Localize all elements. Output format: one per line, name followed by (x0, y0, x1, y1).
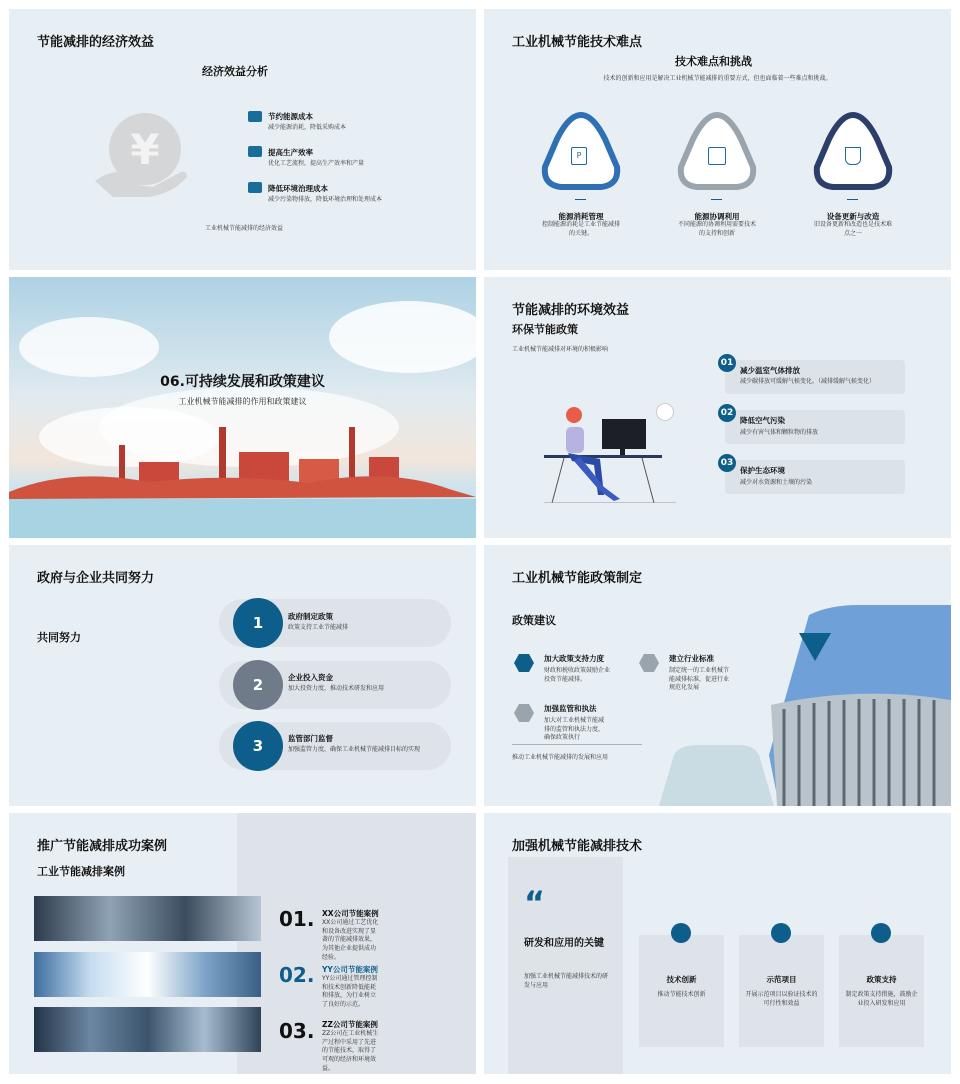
item-desc: 财政和税收政策鼓励企业投资节能减排。 (544, 667, 611, 683)
document-icon: P (571, 147, 587, 165)
item-number: 02 (718, 404, 736, 422)
step-label: 政府制定政策 (288, 612, 333, 621)
item-desc: 减少能源消耗，降低采购成本 (268, 124, 347, 131)
feature-desc: 推动节能技术创新 (657, 991, 706, 998)
item-label: 保护生态环境 (740, 466, 785, 475)
step-label: 企业投入资金 (288, 673, 333, 682)
item-desc: 减少碳排放可缓解气候变化。（减排缓解气候变化） (740, 378, 876, 385)
item-label: 降低空气污染 (740, 416, 785, 425)
feature-label: 技术创新 (666, 975, 697, 984)
item-label: 建立行业标准 (669, 654, 714, 663)
item-number: 01 (718, 354, 736, 372)
item-label: 加强监管和执法 (544, 704, 597, 713)
slide-title: 加强机械节能减排技术 (512, 839, 643, 854)
item-desc: 优化工艺流程，提高生产效率和产量 (268, 160, 365, 167)
item-label: 加大政策支持力度 (544, 654, 604, 663)
item-label: 能源协调利用 (694, 212, 740, 221)
feature-label: 政策支持 (866, 975, 897, 984)
divider (575, 199, 586, 200)
sitemap-icon (708, 147, 726, 165)
document-icon (671, 923, 691, 943)
item-label: 能源消耗管理 (558, 212, 604, 221)
item-number: 03 (718, 454, 736, 472)
slide-subtitle: 工业节能减排案例 (37, 865, 125, 878)
clock-icon (656, 403, 674, 421)
step-label: 监管部门监督 (288, 734, 333, 743)
step-number: 2 (233, 660, 283, 710)
difficulty-card (541, 111, 621, 191)
case-number: 02. (279, 963, 315, 987)
difficulty-card (813, 111, 893, 191)
case-number: 01. (279, 907, 315, 931)
slide-title: 工业机械节能政策制定 (512, 571, 643, 586)
divider (847, 199, 858, 200)
slide-subtitle: 政策建议 (512, 614, 556, 627)
slide-subtitle: 经济效益分析 (202, 65, 268, 78)
case-desc: XX公司通过工艺优化和设备改进实现了显著的节能减排效果，为其他企业提供成功经验。 (322, 919, 379, 961)
section-subtitle: 工业机械节能减排的作用和政策建议 (178, 397, 307, 406)
sitemap-icon (771, 923, 791, 943)
case-label: YY公司节能案例 (322, 965, 378, 974)
case-desc: YY公司通过管理控制和技术创新降低能耗和排放，为行业树立了良好的示范。 (322, 975, 378, 1009)
case-number: 03. (279, 1019, 315, 1043)
image-icon (871, 923, 891, 943)
case-desc: ZZ公司在工业机械生产过程中采用了先进的节能技术，取得了可观的经济和环境效益。 (322, 1030, 379, 1072)
slide-subtitle: 环保节能政策 (512, 323, 578, 336)
footer-note: 推动工业机械节能减排的发展和应用 (512, 754, 609, 761)
step-desc: 加强监管力度，确保工业机械节能减排目标的实现 (288, 746, 421, 753)
yen-hand-icon (93, 109, 193, 201)
slide-technical-difficulties (484, 9, 951, 270)
building-photo (659, 605, 951, 806)
slide-policy-making (484, 545, 951, 806)
slide-section-cover (9, 277, 476, 538)
slide-environmental-benefits (484, 277, 951, 538)
card-title: 研发和应用的关键 (524, 938, 604, 949)
slide-title: 政府与企业共同努力 (37, 571, 155, 586)
hexagon-icon (514, 703, 534, 723)
item-desc: 控制能源消耗是工业节能减排的关键。 (541, 221, 620, 237)
feature-desc: 开展示范项目以验证技术的可行性和效益 (745, 991, 818, 1007)
slide-title: 推广节能减排成功案例 (37, 839, 168, 854)
quote-mark: “ (524, 884, 546, 922)
hexagon-icon (514, 653, 534, 673)
item-desc: 减少对水资源和土壤的污染 (740, 479, 813, 486)
difficulty-card (677, 111, 757, 191)
step-number: 3 (233, 721, 283, 771)
item-desc: 旧设备更新和改造也是技术难点之一 (813, 221, 892, 237)
item-label: 节约能源成本 (268, 112, 313, 121)
item-label: 降低环境治理成本 (268, 184, 328, 193)
card-desc: 加强工业机械节能减排技术的研发与应用 (524, 973, 609, 989)
item-desc: 减少有害气体和颗粒物的排放 (740, 429, 819, 436)
item-desc: 加大对工业机械节能减排的监管和执法力度，确保政策执行 (544, 717, 605, 742)
item-desc: 制定统一的工业机械节能减排标准，促进行业规范化发展 (669, 667, 730, 692)
case-label: XX公司节能案例 (322, 909, 379, 918)
step-desc: 加大投资力度，推动技术研发和应用 (288, 685, 385, 692)
slide-title: 节能减排的环境效益 (512, 303, 630, 318)
case-photo (34, 952, 261, 997)
case-photo (34, 1007, 261, 1052)
case-photo (34, 896, 261, 941)
slide-title: 工业机械节能技术难点 (512, 35, 643, 50)
flask-icon (845, 147, 861, 165)
intro-text: 工业机械节能减排对环境的积极影响 (512, 346, 609, 353)
slide-title: 节能减排的经济效益 (37, 35, 155, 50)
divider (711, 199, 722, 200)
slide-success-cases (9, 813, 476, 1074)
slide-economic-benefits (9, 9, 476, 270)
case-label: ZZ公司节能案例 (322, 1020, 378, 1029)
step-desc: 政策支持工业节能减排 (288, 624, 349, 631)
divider (512, 744, 642, 745)
svg-text:¥: ¥ (130, 125, 160, 174)
slide-subtitle: 共同努力 (37, 631, 81, 644)
image-icon (248, 146, 262, 157)
slide-joint-effort (9, 545, 476, 806)
footer-note: 工业机械节能减排的经济效益 (205, 225, 284, 232)
item-desc: 减少污染物排放，降低环境治理和处理成本 (268, 196, 383, 203)
item-desc: 不同能源的协调利用需要技术的支持和创新 (677, 221, 756, 237)
intro-text: 技术的创新和应用是解决工业机械节能减排的重要方式，但也面临着一些难点和挑战。 (603, 75, 832, 82)
slide-strengthen-technology (484, 813, 951, 1074)
item-label: 减少温室气体排放 (740, 366, 800, 375)
section-title: 06.可持续发展和政策建议 (160, 374, 325, 390)
feature-label: 示范项目 (766, 975, 797, 984)
factory-icon (248, 182, 262, 193)
industrial-landscape (9, 277, 476, 538)
item-label: 设备更新与改造 (826, 212, 880, 221)
hexagon-icon (639, 653, 659, 673)
slide-subtitle: 技术难点和挑战 (675, 55, 752, 68)
feature-desc: 制定政策支持措施，鼓励企业投入研发和应用 (845, 991, 918, 1007)
item-label: 提高生产效率 (268, 148, 313, 157)
step-number: 1 (233, 598, 283, 648)
briefcase-icon (248, 111, 262, 122)
